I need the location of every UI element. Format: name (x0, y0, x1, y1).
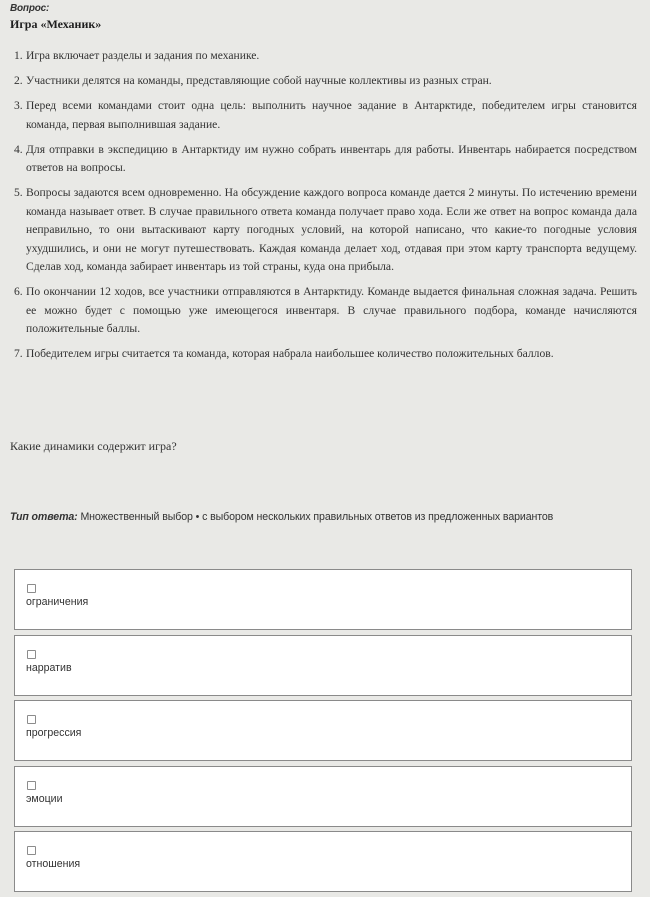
checkbox[interactable] (27, 650, 36, 659)
rule-text: Игра включает разделы и задания по механике. (26, 49, 260, 62)
rule-text: По окончании 12 ходов, все участники отправляются в Антарктиду. Команде выдается финальная сложная задача. Решить ее можно будет с помощью уже имеющегося инвентаря. В случае правильного подбора, команде начисляются положительные баллы. (26, 285, 637, 335)
answer-option-label: эмоции (26, 792, 63, 805)
answer-option-limitations[interactable] (14, 569, 632, 630)
answer-option-narrative[interactable] (14, 635, 632, 696)
answer-options (14, 569, 632, 897)
rule-text: Для отправки в экспедицию в Антарктиду им нужно собрать инвентарь для работы. Инвентарь набирается посредством ответов на вопросы. (26, 142, 637, 174)
rule-text: Победителем игры считается та команда, которая набрала наибольшее количество положительных баллов. (26, 347, 554, 360)
answer-option-progression[interactable] (14, 700, 632, 761)
rule-item (0, 184, 637, 277)
rule-item (0, 47, 637, 66)
rule-number: 6. (14, 285, 23, 298)
rule-item (0, 345, 637, 364)
checkbox[interactable] (27, 846, 36, 855)
answer-option-label: нарратив (26, 661, 72, 674)
rule-number: 4. (14, 142, 23, 156)
rules-list (0, 47, 637, 370)
answer-type-label: Тип ответа: (10, 511, 78, 523)
answer-type (10, 511, 553, 523)
question-title: Игра «Механик» (10, 17, 102, 31)
checkbox[interactable] (27, 715, 36, 724)
answer-option-label: отношения (26, 858, 81, 871)
question-label: Вопрос: (10, 3, 50, 14)
answer-option-emotions[interactable] (14, 766, 632, 827)
question-prompt: Какие динамики содержит игра? (10, 439, 177, 453)
answer-option-label: ограничения (26, 596, 89, 608)
rule-number: 7. (14, 347, 23, 360)
rule-number: 2. (14, 74, 23, 87)
rule-number: 3. (14, 99, 23, 112)
answer-type-value: Множественный выбор • с выбором нескольких правильных ответов из предложенных вариантов (80, 511, 554, 523)
checkbox[interactable] (27, 781, 36, 790)
rule-number: 1. (14, 49, 23, 62)
rule-text: Участники делятся на команды, представляющие собой научные коллективы из разных стран. (26, 74, 492, 87)
answer-option-label: прогрессия (26, 727, 82, 740)
answer-option-relationships[interactable] (14, 831, 632, 892)
rule-number: 5. (14, 186, 23, 199)
rule-item (0, 72, 637, 91)
checkbox[interactable] (27, 584, 36, 593)
rule-item (0, 97, 637, 134)
rule-text: Перед всеми командами стоит одна цель: выполнить научное задание в Антарктиде, победителем игры становится команда, первая выполнившая задание. (26, 99, 637, 131)
rule-item (0, 283, 637, 339)
rule-text: Вопросы задаются всем одновременно. На обсуждение каждого вопроса команде дается 2 минуты. По истечению времени команда называет ответ. В случае правильного ответа команда получает право хода. Если же ответ на вопрос команда дала неправильно, то они вытаскивают карту погодных условий, на которой написано, что какие-то погодные условия ухудшились, и они не могут путешествовать. Каждая команда делает ход, отдавая при этом карту транспорта ведущему. Сделав ход, команда забирает инвентарь из той страны, куда она прибыла. (26, 186, 637, 273)
rule-item (0, 141, 637, 178)
